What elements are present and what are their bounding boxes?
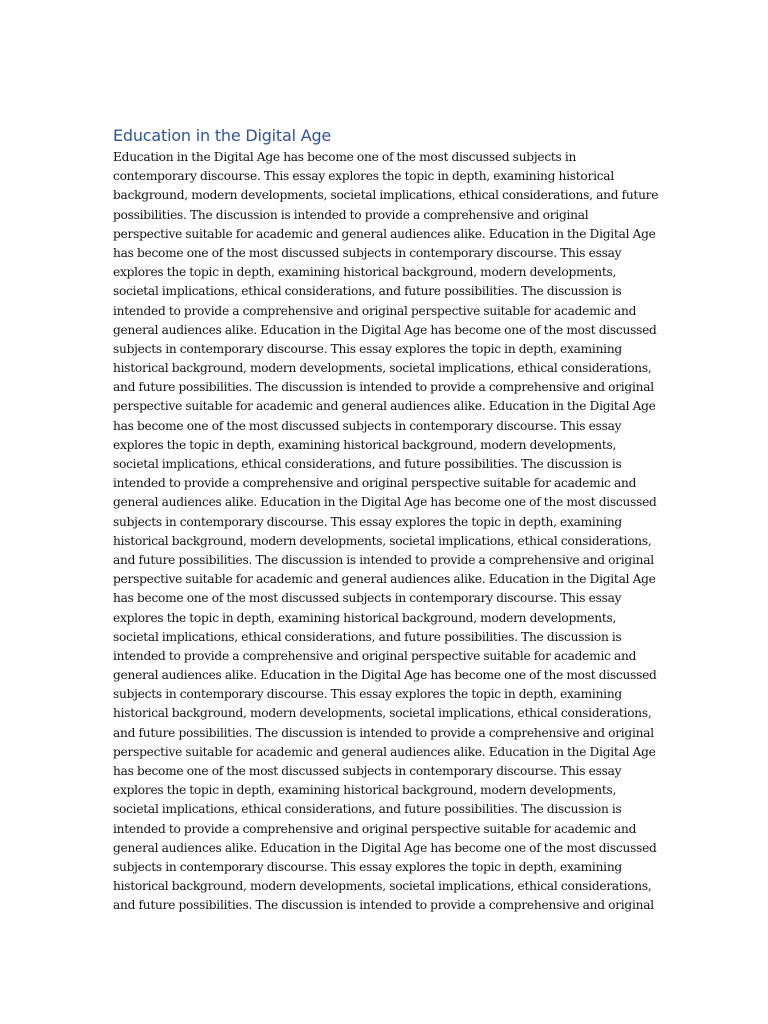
body-text-line: explores the topic in depth, examining historical background, modern developments,: [113, 437, 617, 452]
body-text-line: intended to provide a comprehensive and original perspective suitable for academic and: [113, 821, 637, 836]
body-text-line: perspective suitable for academic and general audiences alike. Education in the Digital Age: [113, 399, 656, 414]
body-text-line: historical background, modern developments, societal implications, ethical considerations,: [113, 879, 652, 894]
body-text-line: subjects in contemporary discourse. This essay explores the topic in depth, examining: [113, 514, 622, 529]
body-text-line: historical background, modern developments, societal implications, ethical considerations,: [113, 706, 652, 721]
body-text-line: general audiences alike. Education in the Digital Age has become one of the most discussed: [113, 495, 657, 510]
body-text-line: has become one of the most discussed subjects in contemporary discourse. This essay: [113, 591, 622, 606]
body-text-line: intended to provide a comprehensive and original perspective suitable for academic and: [113, 648, 637, 663]
body-text-line: background, modern developments, societal implications, ethical considerations, and future: [113, 188, 659, 203]
body-text-line: subjects in contemporary discourse. This essay explores the topic in depth, examining: [113, 859, 622, 874]
body-text-line: explores the topic in depth, examining historical background, modern developments,: [113, 610, 617, 625]
body-text-line: perspective suitable for academic and general audiences alike. Education in the Digital Age: [113, 226, 656, 241]
body-text-line: has become one of the most discussed subjects in contemporary discourse. This essay: [113, 245, 622, 260]
body-text-line: general audiences alike. Education in the Digital Age has become one of the most discussed: [113, 840, 657, 855]
body-text-line: has become one of the most discussed subjects in contemporary discourse. This essay: [113, 764, 622, 778]
body-text-line: intended to provide a comprehensive and original perspective suitable for academic and: [113, 303, 637, 318]
body-text-line: possibilities. The discussion is intended to provide a comprehensive and original: [113, 207, 589, 222]
body-text-line: and future possibilities. The discussion is intended to provide a comprehensive and original: [113, 380, 654, 395]
body-text-line: subjects in contemporary discourse. This essay explores the topic in depth, examining: [113, 341, 622, 356]
document-body: [113, 148, 673, 916]
body-text-line: perspective suitable for academic and general audiences alike. Education in the Digital Age: [113, 572, 656, 587]
body-text-line: historical background, modern developments, societal implications, ethical considerations,: [113, 361, 652, 376]
body-text-line: societal implications, ethical considerations, and future possibilities. The discussion is: [113, 629, 622, 644]
body-text-line: historical background, modern developments, societal implications, ethical considerations,: [113, 533, 652, 548]
body-text-line: intended to provide a comprehensive and original perspective suitable for academic and: [113, 476, 637, 491]
body-text-line: explores the topic in depth, examining historical background, modern developments,: [113, 265, 617, 280]
body-text-line: Education in the Digital Age has become one of the most discussed subjects in: [113, 150, 577, 164]
body-text-line: societal implications, ethical considerations, and future possibilities. The discussion is: [113, 284, 622, 299]
body-text-line: subjects in contemporary discourse. This essay explores the topic in depth, examining: [113, 687, 622, 702]
body-text-line: has become one of the most discussed subjects in contemporary discourse. This essay: [113, 418, 622, 433]
body-text-line: societal implications, ethical considerations, and future possibilities. The discussion is: [113, 457, 622, 471]
body-text-line: and future possibilities. The discussion is intended to provide a comprehensive and original: [113, 898, 654, 913]
body-text-line: and future possibilities. The discussion is intended to provide a comprehensive and original: [113, 725, 654, 740]
body-text-line: general audiences alike. Education in the Digital Age has become one of the most discussed: [113, 322, 657, 337]
body-text-line: contemporary discourse. This essay explores the topic in depth, examining historical: [113, 169, 614, 184]
body-text-line: and future possibilities. The discussion is intended to provide a comprehensive and original: [113, 552, 654, 567]
body-text-line: societal implications, ethical considerations, and future possibilities. The discussion is: [113, 802, 622, 817]
body-text-line: explores the topic in depth, examining historical background, modern developments,: [113, 783, 617, 798]
body-text-line: general audiences alike. Education in the Digital Age has become one of the most discussed: [113, 668, 657, 683]
document-heading: Education in the Digital Age: [113, 126, 332, 145]
body-text-line: perspective suitable for academic and general audiences alike. Education in the Digital Age: [113, 744, 656, 759]
